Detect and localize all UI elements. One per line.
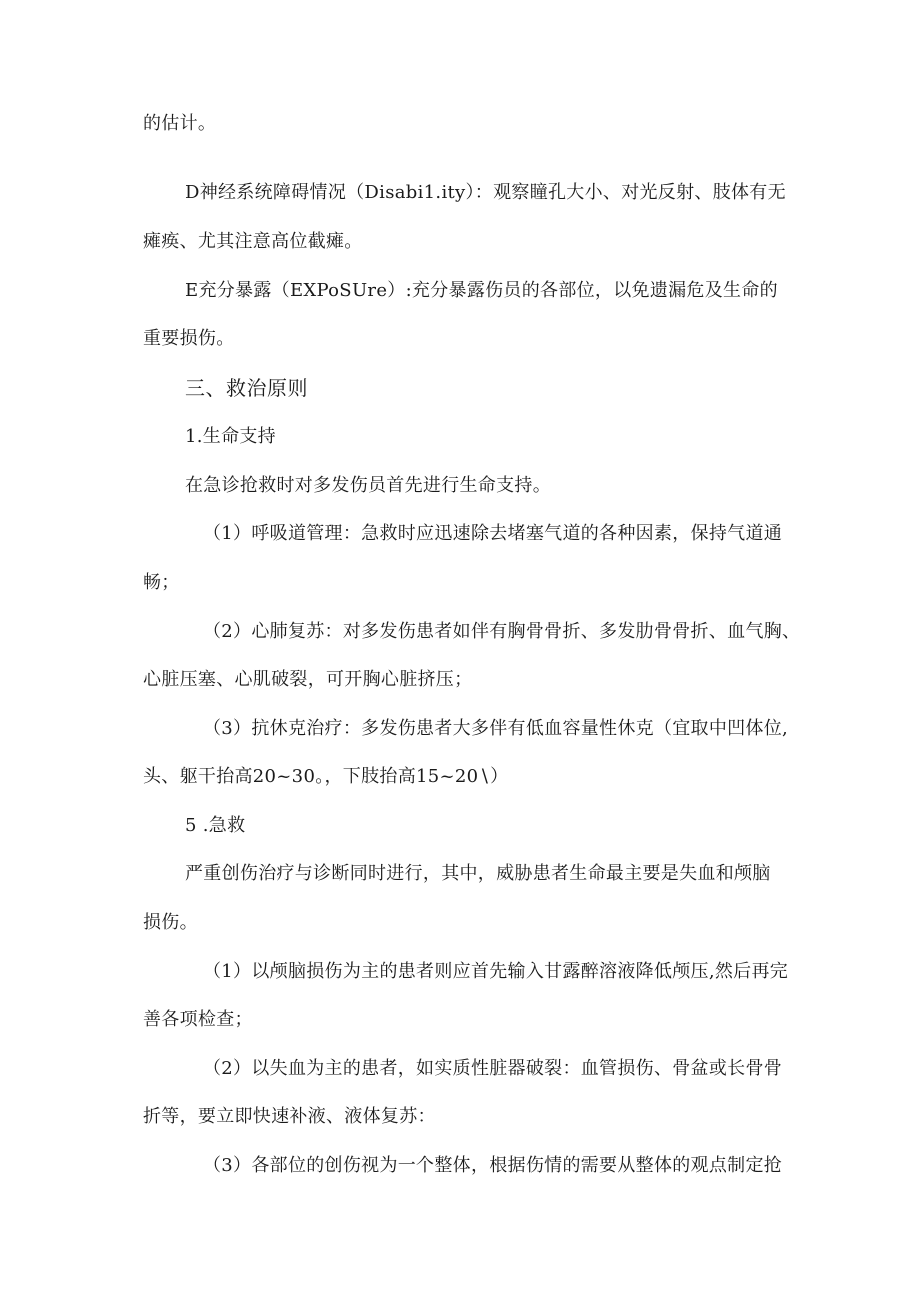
list-item-line: 折等，要立即快速补液、液体复苏： [143, 1106, 436, 1127]
subsection-heading: 5 .急救 [185, 815, 246, 836]
list-item-line: 善各项检查； [143, 1009, 253, 1030]
subsection-heading: 1.生命支持 [185, 426, 276, 447]
list-item-line: （1）呼吸道管理：急救时应迅速除去堵塞气道的各种因素，保持气道通 [203, 523, 783, 544]
list-item-line: （2）心肺复苏：对多发伤患者如伴有胸骨骨折、多发肋骨骨折、血气胸、 [203, 621, 801, 642]
paragraph-line: 损伤。 [143, 912, 198, 933]
paragraph-line: E充分暴露（EXPoSUre）:充分暴露伤员的各部位，以免遗漏危及生命的 [185, 280, 778, 301]
list-item-line: （3）抗休克治疗：多发伤患者大多伴有低血容量性休克（宜取中凹体位, [203, 718, 789, 739]
list-item-line: 头、躯干抬高20~30。，下肢抬高15~20∖） [143, 766, 509, 787]
paragraph-line: 重要损伤。 [143, 328, 235, 349]
section-heading: 三、救治原则 [185, 376, 308, 400]
list-item-line: 心脏压塞、心肌破裂，可开胸心脏挤压； [143, 669, 473, 690]
paragraph-line: 瘫痪、尤其注意高位截瘫。 [143, 231, 363, 252]
paragraph-line: 的估计。 [143, 113, 217, 134]
paragraph-line: 严重创伤治疗与诊断同时进行，其中，威胁患者生命最主要是失血和颅脑 [185, 863, 771, 884]
paragraph-line: 在急诊抢救时对多发伤员首先进行生命支持。 [185, 475, 551, 496]
list-item-line: （2）以失血为主的患者，如实质性脏器破裂：血管损伤、骨盆或长骨骨 [203, 1058, 783, 1079]
paragraph-line: D神经系统障碍情况（Disabi1.ity）：观察瞳孔大小、对光反射、肢体有无 [185, 182, 786, 203]
list-item-line: （1）以颅脑损伤为主的患者则应首先输入甘露醉溶液降低颅压,然后再完 [203, 961, 789, 982]
list-item-line: 畅； [143, 572, 180, 593]
list-item-line: （3）各部位的创伤视为一个整体，根据伤情的需要从整体的观点制定抢 [203, 1155, 783, 1176]
